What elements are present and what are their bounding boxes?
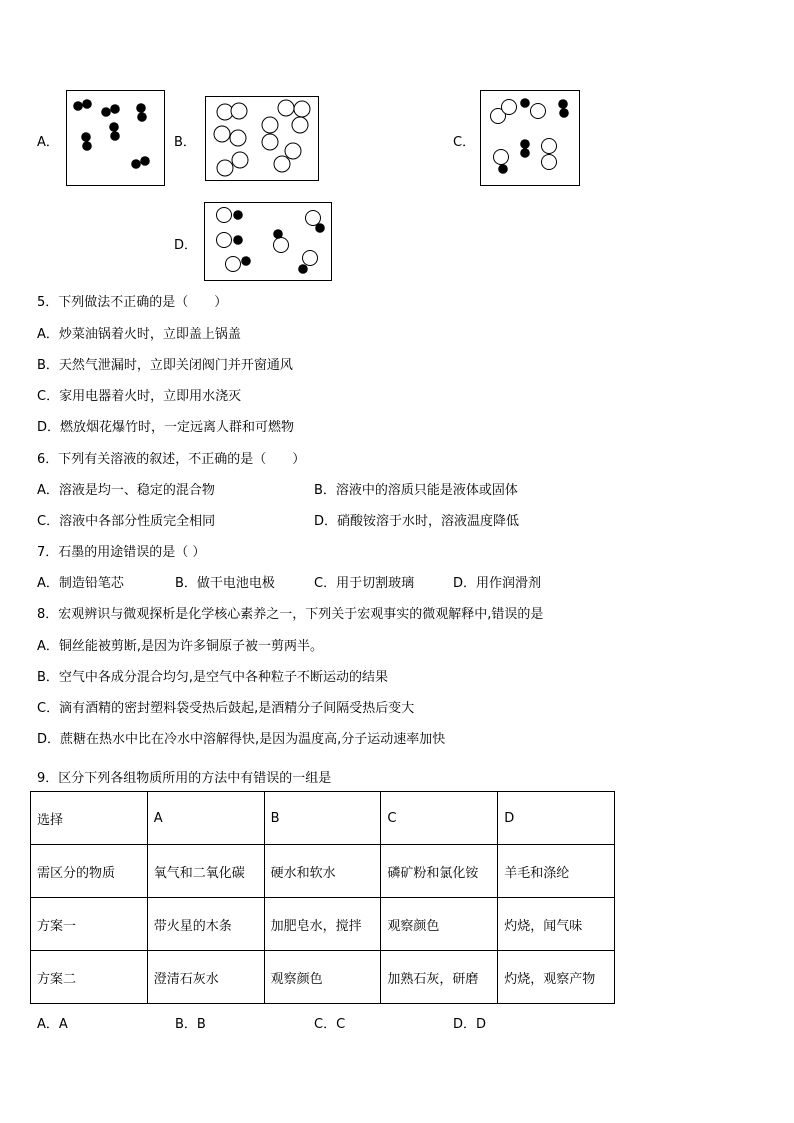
q5-option-c: C．家用电器着火时，立即用水浇灭 (37, 389, 242, 404)
table-cell: 硬水和软水 (264, 845, 381, 898)
q9-stem: 9．区分下列各组物质所用的方法中有错误的一组是 (37, 771, 332, 786)
q9-option-a: A．A (37, 1017, 68, 1032)
q6-option-d: D．硝酸铵溶于水时，溶液温度降低 (314, 514, 520, 529)
particle-diagram-d-svg (205, 203, 331, 280)
particle-diagram-c (480, 90, 580, 186)
table-cell: 灼烧，观察产物 (498, 951, 615, 1004)
q7-option-d: D．用作润滑剂 (453, 576, 542, 591)
q5-option-a: A．炒菜油锅着火时，立即盖上锅盖 (37, 327, 241, 342)
option-label-c: C． (453, 135, 476, 150)
particle-diagram-b-svg (206, 97, 318, 180)
particle-diagram-c-svg (481, 91, 579, 185)
q6-stem: 6．下列有关溶液的叙述，不正确的是（ ） (37, 452, 306, 467)
q5-stem: 5．下列做法不正确的是（ ） (37, 295, 228, 310)
table-cell: 方案一 (31, 898, 148, 951)
particle-diagram-d (204, 202, 332, 281)
table-cell: 方案二 (31, 951, 148, 1004)
option-label-a: A． (37, 135, 59, 150)
q9-method-table (30, 791, 615, 1004)
table-cell: 选择 (31, 792, 148, 845)
table-cell: 加熟石灰，研磨 (381, 951, 498, 1004)
q6-option-a: A．溶液是均一、稳定的混合物 (37, 483, 215, 498)
q7-option-a: A．制造铅笔芯 (37, 576, 124, 591)
q8-option-a: A．铜丝能被剪断,是因为许多铜原子被一剪两半。 (37, 639, 324, 654)
q9-option-c: C．C (314, 1017, 346, 1032)
q5-option-b: B．天然气泄漏时，立即关闭阀门并开窗通风 (37, 358, 293, 373)
table-cell: D (498, 792, 615, 845)
table-cell: 氧气和二氧化碳 (147, 845, 264, 898)
table-cell: A (147, 792, 264, 845)
q8-stem: 8．宏观辨识与微观探析是化学核心素养之一，下列关于宏观事实的微观解释中,错误的是 (37, 607, 544, 622)
q6-option-c: C．溶液中各部分性质完全相同 (37, 514, 216, 529)
table-row (31, 951, 615, 1004)
q7-option-c: C．用于切割玻璃 (314, 576, 415, 591)
particle-diagram-a-svg (67, 91, 164, 185)
q6-option-b: B．溶液中的溶质只能是液体或固体 (314, 483, 518, 498)
q7-stem: 7．石墨的用途错误的是（ ） (37, 545, 206, 560)
table-cell: 澄清石灰水 (147, 951, 264, 1004)
q8-option-c: C．滴有酒精的密封塑料袋受热后鼓起,是酒精分子间隔受热后变大 (37, 701, 415, 716)
table-cell: B (264, 792, 381, 845)
table-cell: 观察颜色 (381, 898, 498, 951)
table-row (31, 845, 615, 898)
table-cell: 磷矿粉和氯化铵 (381, 845, 498, 898)
q8-option-d: D．蔗糖在热水中比在冷水中溶解得快,是因为温度高,分子运动速率加快 (37, 732, 446, 747)
q7-option-b: B．做干电池电极 (175, 576, 275, 591)
particle-diagram-a (66, 90, 165, 186)
table-cell: 需区分的物质 (31, 845, 148, 898)
table-cell: 羊毛和涤纶 (498, 845, 615, 898)
q9-option-b: B．B (175, 1017, 206, 1032)
table-row (31, 898, 615, 951)
option-label-b: B． (174, 135, 196, 150)
table-cell: 带火星的木条 (147, 898, 264, 951)
q5-option-d: D．燃放烟花爆竹时，一定远离人群和可燃物 (37, 420, 295, 435)
table-cell: 灼烧，闻气味 (498, 898, 615, 951)
option-label-d: D． (174, 238, 198, 253)
table-row (31, 792, 615, 845)
table-cell: 观察颜色 (264, 951, 381, 1004)
q9-option-d: D．D (453, 1017, 487, 1032)
table-cell: C (381, 792, 498, 845)
q8-option-b: B．空气中各成分混合均匀,是空气中各种粒子不断运动的结果 (37, 670, 389, 685)
particle-diagram-b (205, 96, 319, 181)
table-cell: 加肥皂水，搅拌 (264, 898, 381, 951)
